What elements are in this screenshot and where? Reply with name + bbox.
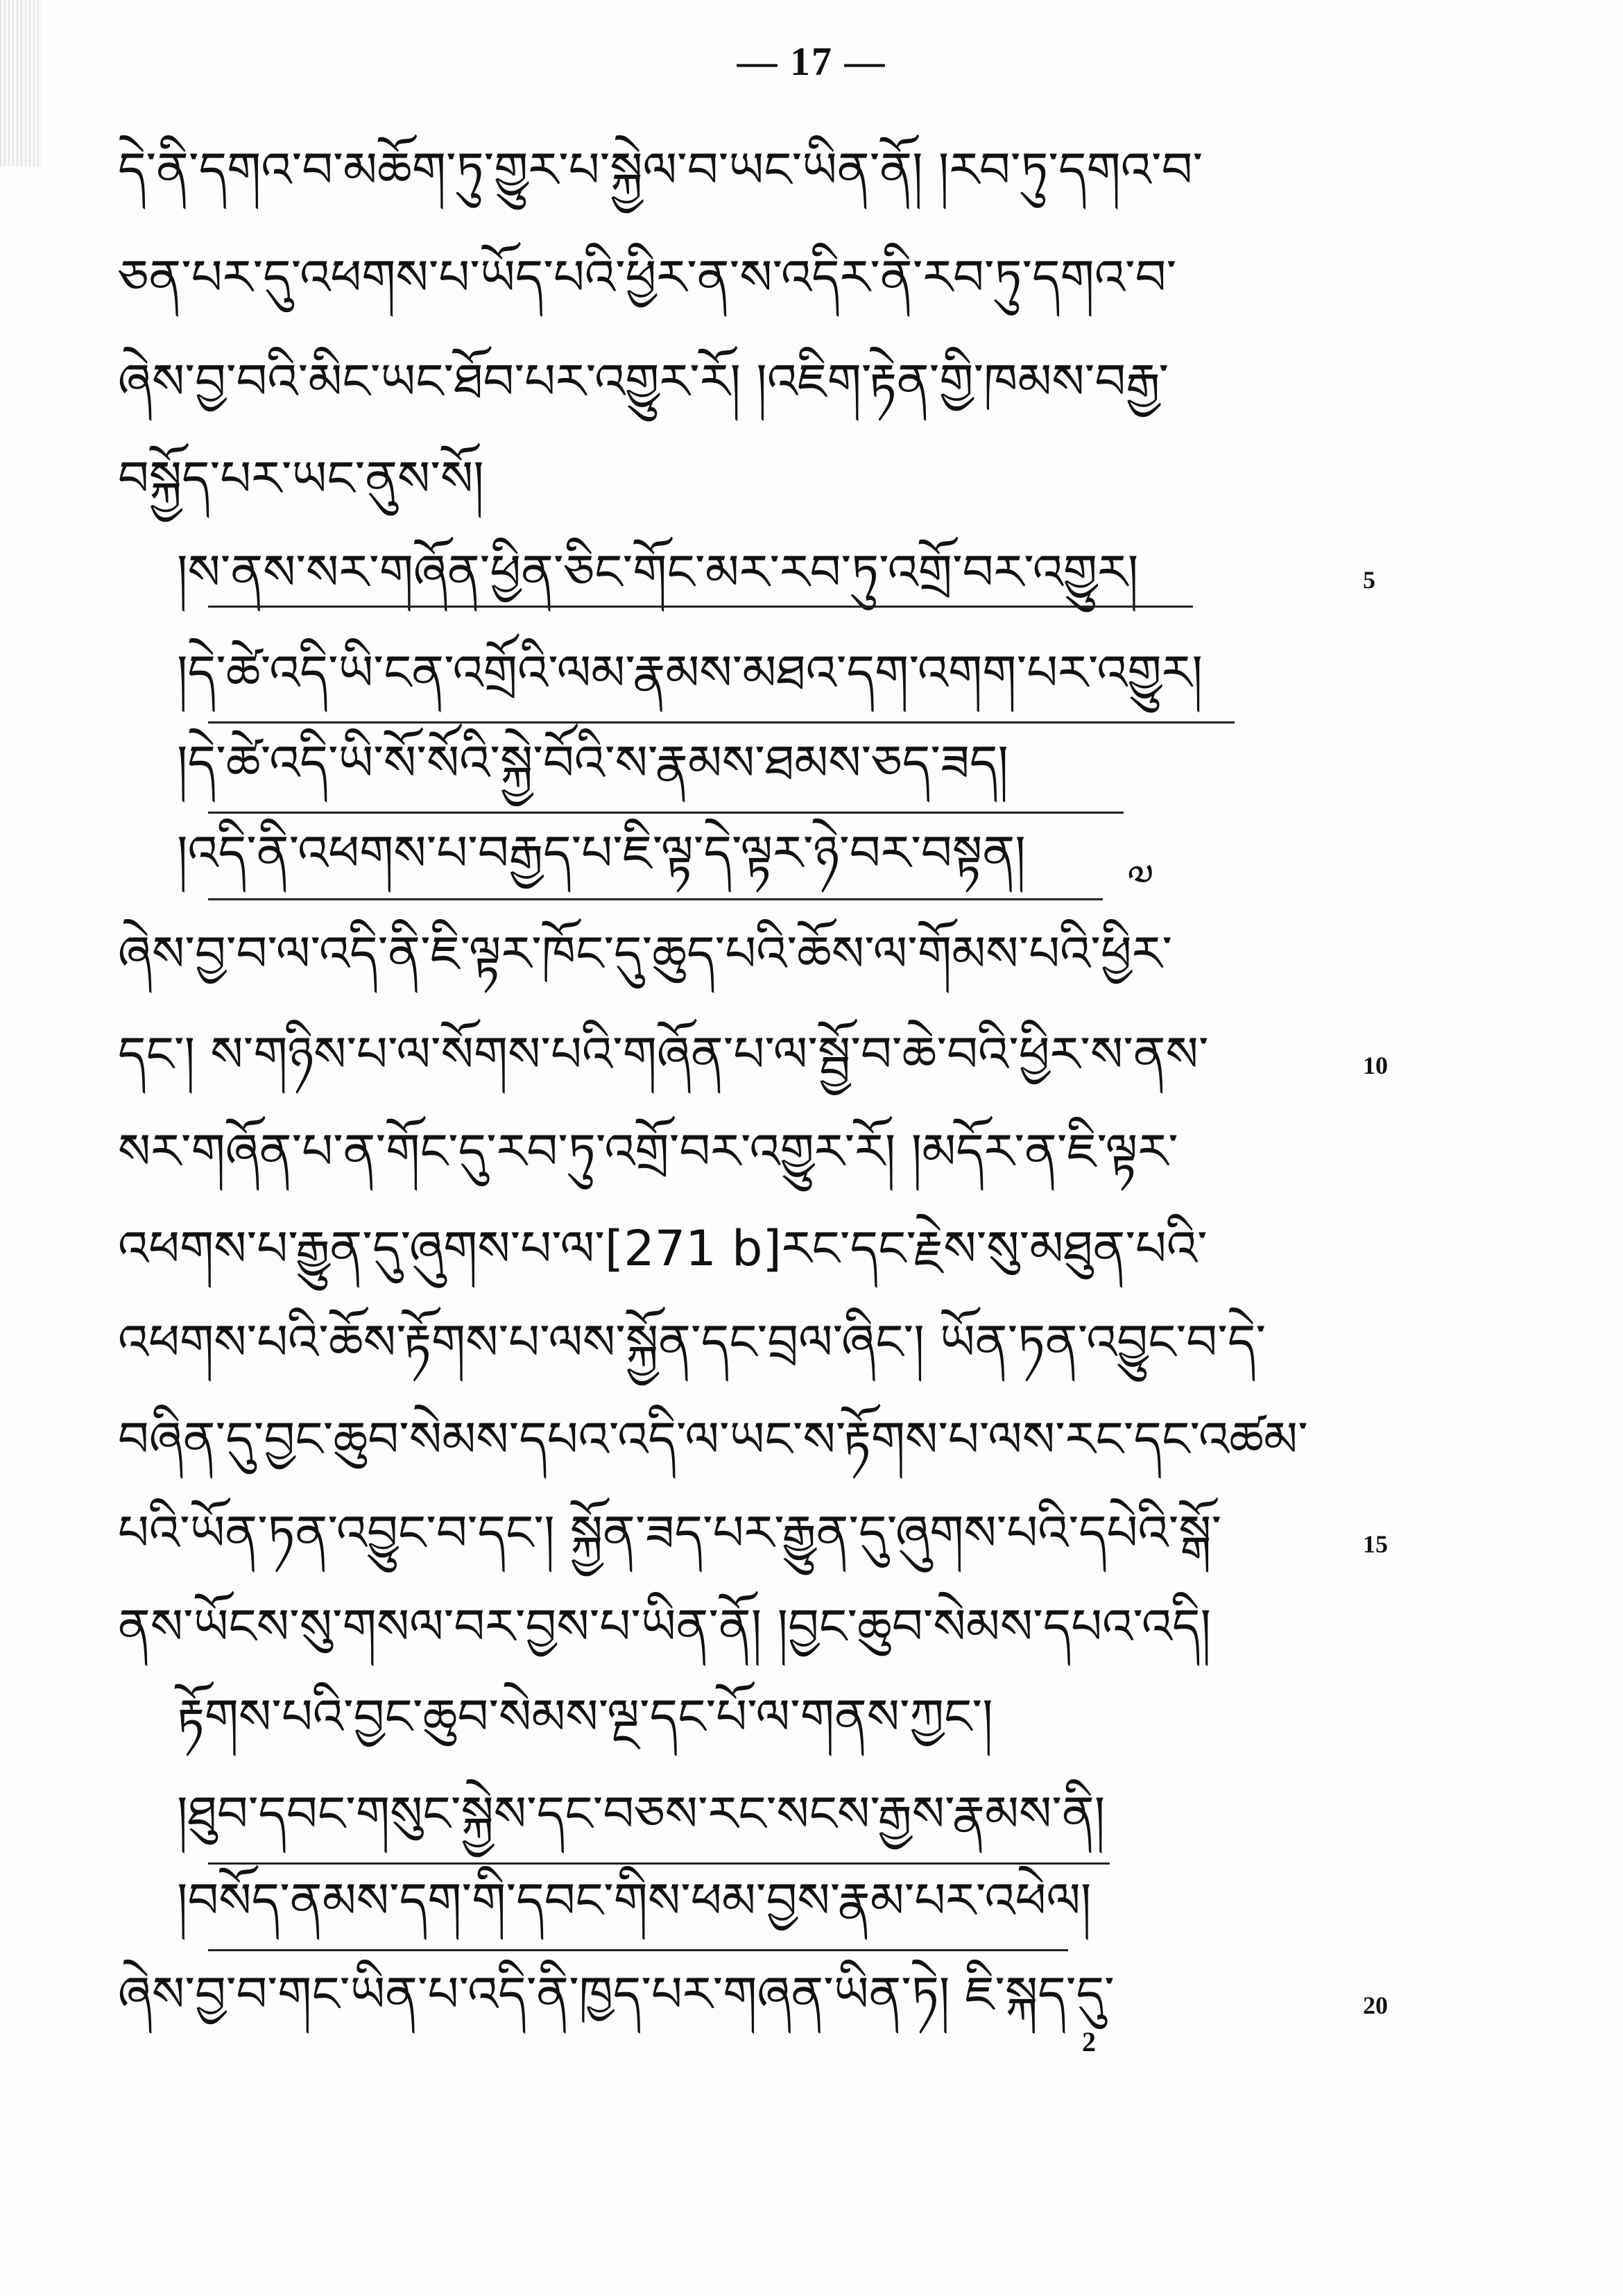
verse-line-6: །ཐུབ་དབང་གསུང་སྐྱེས་དང་བཅས་རང་སངས་རྒྱས་རྣམས་ནི། [177, 1785, 1106, 1842]
text-line-13: ཞེས་བྱ་བ་གང་ཡིན་པ་འདི་ནི་ཁྱད་པར་གཞན་ཡིན་ཏེ། ཇི་སྐད་དུ་ [118, 1966, 1115, 2023]
text-line-12: ནས་ཡོངས་སུ་གསལ་བར་བྱས་པ་ཡིན་ནོ། །བྱང་ཆུབ་སེམས་དཔའ་འདི། [118, 1598, 1212, 1655]
margin-line-number: 10 [1363, 1052, 1388, 1079]
verse-line-2: །དེ་ཚེ་འདི་ཡི་ངན་འགྲོའི་ལམ་རྣམས་མཐའ་དག་འགག་པར་འགྱུར། [177, 644, 1203, 701]
text-line-7: སར་གཞོན་པ་ན་གོང་དུ་རབ་ཏུ་འགྲོ་བར་འགྱུར་རོ། །མདོར་ན་ཇི་ལྟར་ [118, 1123, 1178, 1180]
text-line-3: ཞེས་བྱ་བའི་མིང་ཡང་ཐོབ་པར་འགྱུར་རོ། །འཇིག་རྟེན་གྱི་ཁམས་བརྒྱ་ [118, 353, 1169, 410]
verse-underline [208, 1862, 1110, 1865]
margin-line-number: 5 [1363, 566, 1375, 594]
margin-line-number: 15 [1363, 1530, 1388, 1558]
verse-number-marker: ༧ [1127, 855, 1154, 904]
text-line-9: འཕགས་པའི་ཆོས་རྟོགས་པ་ལས་སྐྱོན་དང་བྲལ་ཞིང་། ཡོན་ཏན་འབྱུང་བ་དེ་ [118, 1314, 1266, 1371]
signature-mark: 2 [1082, 2026, 1096, 2057]
verse-line-1: །ས་ནས་སར་གཞོན་ཕྱིན་ཅིང་གོང་མར་རབ་ཏུ་འགྲོ་བར་འགྱུར། [177, 544, 1139, 601]
text-line-4: བསྐྱོད་པར་ཡང་ནུས་སོ། [118, 450, 484, 507]
text-line-10: བཞིན་དུ་བྱང་ཆུབ་སེམས་དཔའ་འདི་ལ་ཡང་ས་རྟོགས་པ་ལས་རང་དང་འཚམ་ [118, 1411, 1308, 1468]
verse-underline [208, 812, 1124, 814]
verse-underline [208, 898, 1103, 900]
text-line-6: དང་། ས་གཉིས་པ་ལ་སོགས་པའི་གཞོན་པ་ལ་སྦྱོ་བ་ཆེ་བའི་ཕྱིར་ས་ནས་ [118, 1026, 1209, 1083]
verse-line-7: །བསོད་ནམས་དག་གི་དབང་གིས་ཕམ་བྱས་རྣམ་པར་འཕེལ། [177, 1872, 1092, 1929]
verse-underline [208, 606, 1193, 608]
verse-line-5: རྟོགས་པའི་བྱང་ཆུབ་སེམས་ལྔ་དང་པོ་ལ་གནས་ཀྱང་། [177, 1688, 993, 1745]
text-line-8: འཕགས་པ་རྒྱུན་དུ་ཞུགས་པ་ལ་[271 b]རང་དང་རྗེས་སུ་མཐུན་པའི་ [118, 1220, 1208, 1277]
page-number: — 17 — [737, 39, 886, 84]
text-line-11: པའི་ཡོན་ཏན་འབྱུང་བ་དང་། སྐྱོན་ཟད་པར་རྒྱུན་དུ་ཞུགས་པའི་དཔེའི་སྒོ་ [118, 1505, 1222, 1561]
verse-underline [208, 721, 1235, 723]
margin-line-number: 20 [1363, 1991, 1388, 2019]
text-line-5: ཞེས་བྱ་བ་ལ་འདི་ནི་ཇི་ལྟར་ཁོང་དུ་ཆུད་པའི་ཆོས་ལ་གོམས་པའི་ཕྱིར་ [118, 925, 1173, 982]
text-line-2: ཅན་པར་དུ་འཕགས་པ་ཡོད་པའི་ཕྱིར་ན་ས་འདིར་ནི་རབ་ཏུ་དགའ་བ་ [118, 249, 1177, 306]
verse-underline [208, 1949, 1068, 1951]
text-line-1: དེ་ནི་དགའ་བ་མཆོག་ཏུ་གྱུར་པ་སྐྱེལ་བ་ཡང་ཡིན་ནོ། །རབ་ཏུ་དགའ་བ་ [118, 142, 1203, 198]
verse-line-4: །འདི་ནི་འཕགས་པ་བརྒྱད་པ་ཇི་ལྟ་དེ་ལྟར་ཉེ་བར་བསྟན། [177, 825, 1026, 882]
verse-line-3: །དེ་ཚེ་འདི་ཡི་སོ་སོའི་སྐྱེ་བོའི་ས་རྣམས་ཐམས་ཅད་ཟད། [177, 735, 1008, 791]
